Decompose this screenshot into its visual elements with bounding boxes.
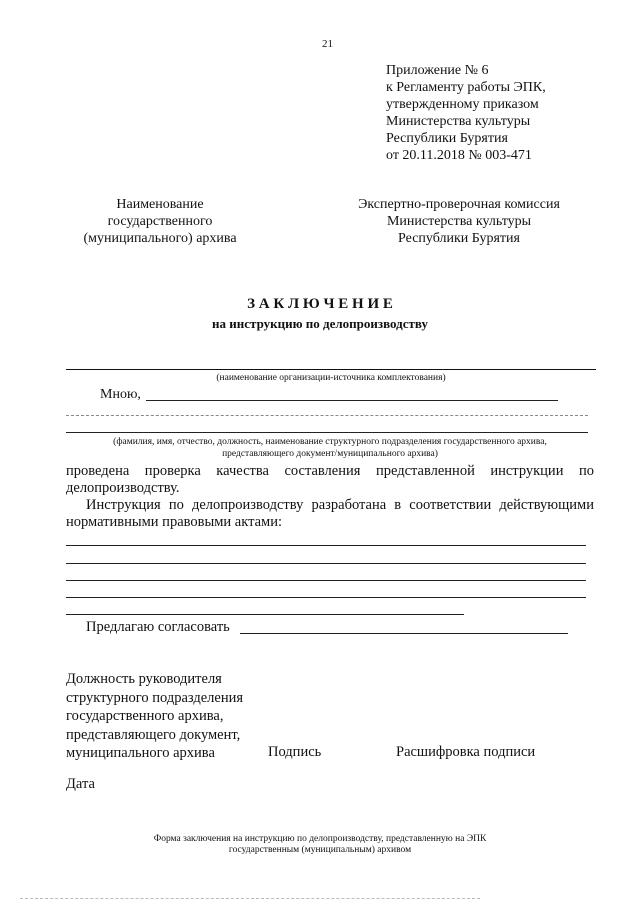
appendix-line: Республики Бурятия — [386, 131, 508, 146]
position-line: структурного подразделения — [66, 689, 244, 706]
footer-note — [80, 834, 560, 856]
position-line: государственного архива, — [66, 708, 224, 724]
scan-edge — [20, 898, 480, 899]
basis-paragraph: Инструкция по делопроизводству разработана в соответствии действующими нормативными правовыми актами: — [66, 497, 594, 530]
by-me-label: Мною, — [100, 387, 141, 402]
organization-line — [66, 369, 596, 370]
position-line: Должность руководителя — [66, 671, 222, 687]
archive-name-line: Наименование — [116, 197, 204, 212]
footer-line: Форма заключения на инструкцию по делопроизводству, представленную на ЭПК — [153, 834, 487, 844]
footer-line: государственным (муниципальным) архивом — [228, 845, 412, 855]
organization-caption: (наименование организации-источника комплектования) — [216, 373, 446, 383]
check-paragraph: проведена проверка качества составления представленной инструкции по делопроизводству. — [66, 463, 594, 496]
executor-line-3 — [66, 432, 588, 433]
commission-block — [334, 196, 584, 247]
acts-line — [66, 563, 586, 564]
position-block — [66, 670, 243, 763]
appendix-block — [386, 62, 546, 164]
position-line: представляющего документ, — [66, 726, 241, 743]
archive-name-line: (муниципального) архива — [83, 231, 237, 246]
document-subtitle: на инструкцию по делопроизводству — [212, 316, 428, 331]
page-number: 21 — [322, 38, 333, 50]
acts-line — [66, 597, 586, 598]
commission-line: Республики Бурятия — [398, 231, 520, 246]
commission-line: Министерства культуры — [386, 214, 532, 229]
signature-decoding-label: Расшифровка подписи — [396, 744, 536, 760]
archive-name-block — [60, 196, 260, 247]
date-label: Дата — [66, 776, 95, 792]
executor-line-2 — [66, 415, 588, 416]
person-caption-line: представляющего документ/муниципального архива) — [222, 449, 438, 459]
appendix-line: Министерства культуры — [386, 114, 531, 129]
appendix-line: к Регламенту работы ЭПК, — [386, 80, 546, 95]
acts-line — [66, 614, 464, 615]
person-caption-line: (фамилия, имя, отчество, должность, наименование структурного подразделения государственного архива, — [113, 437, 547, 447]
acts-line — [66, 580, 586, 581]
archive-name-line: государственного — [107, 214, 213, 229]
executor-line — [146, 400, 558, 401]
appendix-line: от 20.11.2018 № 003-471 — [386, 148, 532, 163]
person-caption — [40, 436, 620, 460]
document-title: З А К Л Ю Ч Е Н И Е — [247, 296, 393, 312]
position-line: муниципального архива — [66, 745, 215, 761]
appendix-line: утвержденному приказом — [386, 97, 539, 112]
signature-label: Подпись — [268, 744, 322, 760]
acts-line — [66, 545, 586, 546]
propose-line — [240, 633, 568, 634]
appendix-line: Приложение № 6 — [386, 63, 489, 78]
propose-label: Предлагаю согласовать — [86, 619, 230, 635]
commission-line: Экспертно-проверочная комиссия — [358, 197, 560, 212]
